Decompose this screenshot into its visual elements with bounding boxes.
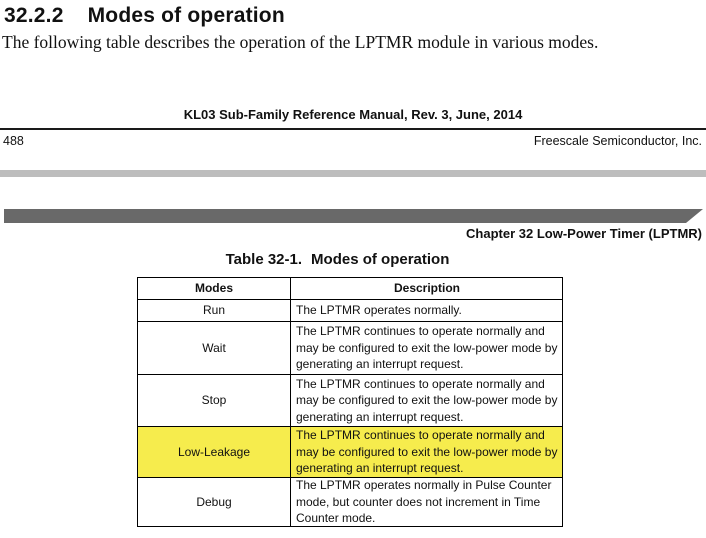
column-header-modes: Modes [138, 278, 291, 299]
table-caption-label: Table 32-1. [225, 251, 303, 268]
publisher-name: Freescale Semiconductor, Inc. [533, 134, 702, 148]
running-footer-title: KL03 Sub-Family Reference Manual, Rev. 3, June, 2014 [183, 107, 523, 122]
description-cell: The LPTMR continues to operate normally and may be configured to exit the low-power mode by generating an interrupt request. [296, 324, 558, 372]
mode-cell: Run [138, 300, 291, 321]
description-cell: The LPTMR continues to operate normally and may be configured to exit the low-power mode by generating an interrupt request. [291, 427, 562, 477]
column-header-description: Description [393, 281, 460, 296]
description-cell: The LPTMR operates normally. [296, 303, 462, 318]
page-separator-bar [0, 170, 706, 177]
table-row-debug [138, 477, 562, 526]
page-number: 488 [3, 134, 24, 148]
mode-cell: Low-Leakage [138, 427, 291, 477]
table-row-wait [138, 321, 562, 374]
chapter-running-header: Chapter 32 Low-Power Timer (LPTMR) [466, 226, 702, 241]
mode-cell: Stop [138, 375, 291, 426]
chapter-banner-bar [4, 209, 703, 223]
footer-rule [0, 128, 706, 130]
intro-paragraph: The following table describes the operation of the LPTMR module in various modes. [2, 32, 599, 52]
table-row-low-leakage [138, 426, 562, 477]
section-heading [4, 4, 285, 28]
mode-cell: Wait [138, 322, 291, 374]
section-title: Modes of operation [87, 4, 285, 27]
table-caption-title: Modes of operation [311, 251, 450, 268]
table-caption [125, 251, 550, 268]
table-row-run [138, 299, 562, 321]
table-header-row [138, 278, 562, 299]
section-number: 32.2.2 [4, 4, 64, 27]
modes-table [137, 277, 563, 527]
description-cell: The LPTMR continues to operate normally and may be configured to exit the low-power mode by generating an interrupt request. [296, 376, 558, 424]
description-cell: The LPTMR operates normally in Pulse Counter mode, but counter does not increment in Time Counter mode. [296, 478, 552, 526]
table-row-stop [138, 374, 562, 426]
mode-cell: Debug [138, 478, 291, 526]
